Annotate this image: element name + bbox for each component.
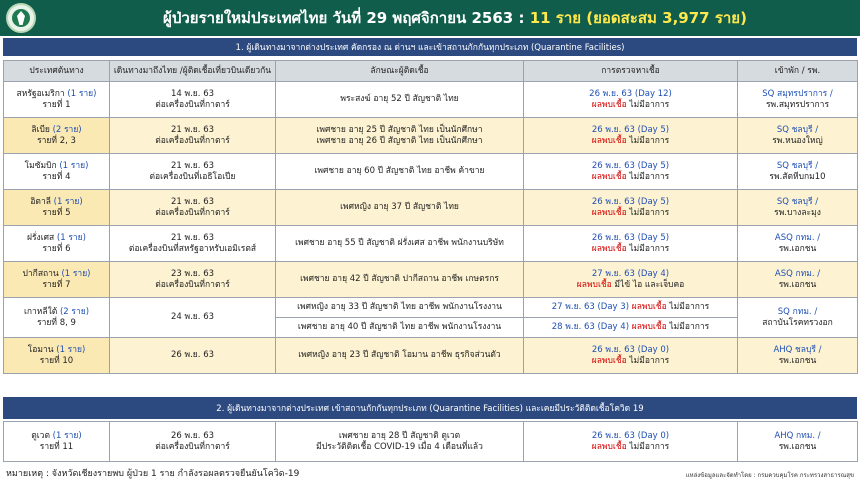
flight-route: ต่อเครื่องบินที่สหรัฐอาหรับเอมิเรตส์ — [128, 243, 257, 254]
test-cell — [524, 298, 738, 318]
case-ids: รายที่ 8, 9 — [37, 317, 76, 328]
case-ids: รายที่ 1 — [42, 99, 71, 110]
origin-cell — [4, 82, 110, 118]
test-cell — [524, 154, 738, 190]
symptom: ไม่มีอาการ — [626, 243, 670, 254]
section-1-title: 1. ผู้เดินทางมาจากต่างประเทศ คัดกรอง ณ ด่านฯ และเข้าสถานกักกันทุกประเภท (Quarantine Facilities) — [3, 38, 857, 56]
facility-cell — [738, 338, 858, 374]
origin-country: โอมาน — [27, 344, 57, 355]
case-count: (1 ราย) — [59, 160, 89, 171]
origin-country: สหรัฐอเมริกา — [16, 88, 68, 99]
patient-description: เพศชาย อายุ 40 ปี สัญชาติ ไทย อาชีพ พนักงานโรงงาน — [297, 322, 502, 332]
arrival-cell — [110, 262, 276, 298]
origin-cell — [4, 154, 110, 190]
origin-cell — [4, 338, 110, 374]
arrival-date: 21 พ.ย. 63 — [170, 196, 215, 207]
quarantine-facility: SQ ชลบุรี / — [776, 124, 819, 135]
patient-cell — [276, 262, 524, 298]
quarantine-facility: SQ กทม. / — [777, 306, 818, 317]
test-date: 26 พ.ย. 63 (Day 5) — [591, 196, 670, 207]
cases-table — [3, 60, 858, 374]
table-row — [4, 298, 858, 318]
test-cell — [524, 82, 738, 118]
patient-description: เพศหญิง อายุ 37 ปี สัญชาติ ไทย — [340, 202, 459, 212]
test-date: 26 พ.ย. 63 (Day 5) — [591, 124, 670, 135]
facility-cell — [738, 190, 858, 226]
patient-cell — [276, 82, 524, 118]
symptom: ไม่มีอาการ — [626, 207, 670, 218]
table-row — [4, 154, 858, 190]
patient-description: เพศชาย อายุ 28 ปี สัญชาติ ตูเวต — [338, 430, 461, 441]
quarantine-facility: SQ ชลบุรี / — [776, 160, 819, 171]
table-row — [4, 422, 858, 462]
flight-route: ต่อเครื่องบินที่กาตาร์ — [155, 279, 230, 290]
origin-cell — [4, 298, 110, 338]
case-count: (1 ราย) — [56, 232, 86, 243]
facility-cell — [738, 422, 858, 462]
patient-cell — [276, 154, 524, 190]
column-header-facility: เข้าพัก / รพ. — [738, 61, 858, 82]
ministry-logo-icon — [6, 3, 36, 33]
origin-country: ลิเบีย — [31, 124, 53, 135]
column-header-arrival: เดินทางมาถึงไทย /ผู้ติดเชื้อเที่ยวบินเดียวกัน — [110, 61, 276, 82]
symptom: ไม่มีอาการ — [626, 355, 670, 366]
case-count: (1 ราย) — [53, 196, 83, 207]
test-date: 26 พ.ย. 63 (Day 5) — [591, 160, 670, 171]
test-result: ผลพบเชื้อ — [591, 207, 627, 218]
arrival-date: 21 พ.ย. 63 — [170, 232, 215, 243]
arrival-cell — [110, 338, 276, 374]
patient-cell — [276, 226, 524, 262]
symptom: ไม่มีอาการ — [626, 135, 670, 146]
case-ids: รายที่ 7 — [42, 279, 71, 290]
case-ids: รายที่ 4 — [42, 171, 71, 182]
symptom: ไม่มีอาการ — [666, 322, 710, 332]
table-row — [4, 190, 858, 226]
test-date: 27 พ.ย. 63 (Day 4) — [591, 268, 670, 279]
case-count: (2 ราย) — [59, 306, 90, 317]
hospital: รพ.เอกชน — [778, 355, 817, 366]
facility-cell — [738, 82, 858, 118]
test-date: 26 พ.ย. 63 (Day 0) — [591, 430, 670, 441]
test-date: 26 พ.ย. 63 (Day 5) — [591, 232, 670, 243]
case-count: (1 ราย) — [52, 430, 82, 441]
origin-cell — [4, 226, 110, 262]
test-cell — [524, 226, 738, 262]
hospital: รพ.สัตหีบกม10 — [769, 171, 826, 182]
case-ids: รายที่ 10 — [39, 355, 74, 366]
patient-cell — [276, 422, 524, 462]
patient-cell — [276, 338, 524, 374]
origin-cell — [4, 422, 110, 462]
origin-cell — [4, 118, 110, 154]
hospital: รพ.เอกชน — [778, 279, 817, 290]
case-count: (1 ราย) — [61, 268, 91, 279]
quarantine-facility: ASQ กทม. / — [774, 232, 821, 243]
flight-route: ต่อเครื่องบินที่กาตาร์ — [155, 99, 230, 110]
symptom: ไม่มีอาการ — [626, 441, 670, 452]
test-result: ผลพบเชื้อ — [631, 322, 667, 332]
symptom: ไม่มีอาการ — [666, 302, 710, 312]
arrival-cell — [110, 422, 276, 462]
test-result: ผลพบเชื้อ — [591, 135, 627, 146]
case-count: (1 ราย) — [67, 88, 97, 99]
table-row — [4, 338, 858, 374]
patient-description: เพศชาย อายุ 55 ปี สัญชาติ ฝรั่งเศส อาชีพ พนักงานบริษัท — [295, 238, 504, 248]
test-date: 28 พ.ย. 63 (Day 4) — [551, 322, 632, 332]
test-cell — [524, 318, 738, 338]
table-header-row — [4, 61, 858, 82]
flight-route: ต่อเครื่องบินที่เอธิโอเปีย — [149, 171, 236, 182]
arrival-date: 26 พ.ย. 63 — [170, 430, 215, 441]
table-row — [4, 118, 858, 154]
test-date: 27 พ.ย. 63 (Day 3) — [551, 302, 632, 312]
quarantine-facility: ASQ กทม. / — [774, 268, 821, 279]
patient-cell — [276, 298, 524, 318]
section-2-title: 2. ผู้เดินทางมาจากต่างประเทศ เข้าสถานกักกันทุกประเภท (Quarantine Facilities) และเคยมีประวัติติดเชื้อโควิด 19 — [3, 397, 857, 419]
patient-description: พระสงฆ์ อายุ 52 ปี สัญชาติ ไทย — [340, 94, 459, 104]
origin-country: เกาหลีใต้ — [23, 306, 60, 317]
patient-description: เพศหญิง อายุ 23 ปี สัญชาติ โอมาน อาชีพ ธุรกิจส่วนตัว — [298, 350, 501, 360]
quarantine-facility: SQ สมุทรปราการ / — [762, 88, 833, 99]
test-result: ผลพบเชื้อ — [591, 99, 627, 110]
patient-description: เพศชาย อายุ 42 ปี สัญชาติ ปากีสถาน อาชีพ เกษตรกร — [300, 274, 499, 284]
origin-country: ตูเวต — [31, 430, 53, 441]
case-count: (2 ราย) — [52, 124, 82, 135]
arrival-date: 14 พ.ย. 63 — [170, 88, 215, 99]
arrival-cell — [110, 82, 276, 118]
quarantine-facility: SQ ชลบุรี / — [776, 196, 819, 207]
patient-cell — [276, 118, 524, 154]
table-row — [4, 262, 858, 298]
arrival-cell — [110, 118, 276, 154]
column-header-origin: ประเทศต้นทาง — [4, 61, 110, 82]
symptom: ไม่มีอาการ — [626, 171, 670, 182]
column-header-patient: ลักษณะผู้ติดเชื้อ — [276, 61, 524, 82]
facility-cell — [738, 154, 858, 190]
test-date: 26 พ.ย. 63 (Day 0) — [591, 344, 670, 355]
arrival-cell — [110, 226, 276, 262]
symptom: ไม่มีอาการ — [626, 99, 670, 110]
symptom: มีไข้ ไอ และเจ็บคอ — [611, 279, 685, 290]
arrival-date: 24 พ.ย. 63 — [170, 312, 215, 322]
hospital: รพ.เอกชน — [778, 243, 817, 254]
case-ids: รายที่ 11 — [39, 441, 74, 452]
test-cell — [524, 422, 738, 462]
test-result: ผลพบเชื้อ — [591, 355, 627, 366]
quarantine-facility: AHQ ชลบุรี / — [773, 344, 822, 355]
test-cell — [524, 262, 738, 298]
test-cell — [524, 338, 738, 374]
flight-route: ต่อเครื่องบินที่กาตาร์ — [155, 135, 230, 146]
patient-description: เพศชาย อายุ 60 ปี สัญชาติ ไทย อาชีพ ค้าขาย — [314, 166, 485, 176]
arrival-cell — [110, 298, 276, 338]
table-row — [4, 82, 858, 118]
patient-description: เพศหญิง อายุ 33 ปี สัญชาติ ไทย อาชีพ พนักงานโรงงาน — [297, 302, 502, 312]
arrival-date: 21 พ.ย. 63 — [170, 124, 215, 135]
patient-description: เพศชาย อายุ 26 ปี สัญชาติ ไทย เป็นนักศึกษา — [316, 135, 483, 146]
test-result: ผลพบเชื้อ — [591, 243, 627, 254]
hospital: รพ.สมุทรปราการ — [765, 99, 830, 110]
case-ids: รายที่ 6 — [42, 243, 71, 254]
origin-cell — [4, 190, 110, 226]
arrival-date: 26 พ.ย. 63 — [170, 350, 215, 360]
arrival-cell — [110, 190, 276, 226]
quarantine-facility: AHQ กทม. / — [774, 430, 821, 441]
test-cell — [524, 118, 738, 154]
patient-cell — [276, 318, 524, 338]
origin-cell — [4, 262, 110, 298]
facility-cell — [738, 226, 858, 262]
test-result: ผลพบเชื้อ — [591, 441, 627, 452]
origin-country: โมซัมบิก — [24, 160, 60, 171]
cases-table-2 — [3, 421, 858, 462]
patient-cell — [276, 190, 524, 226]
test-result: ผลพบเชื้อ — [631, 302, 667, 312]
case-count: (1 ราย) — [56, 344, 86, 355]
flight-route: ต่อเครื่องบินที่กาตาร์ — [155, 207, 230, 218]
case-ids: รายที่ 2, 3 — [37, 135, 76, 146]
hospital: รพ.เอกชน — [778, 441, 817, 452]
facility-cell — [738, 298, 858, 338]
header-banner — [0, 0, 860, 36]
test-date: 26 พ.ย. 63 (Day 12) — [589, 88, 672, 99]
arrival-date: 21 พ.ย. 63 — [170, 160, 215, 171]
case-ids: รายที่ 5 — [42, 207, 71, 218]
facility-cell — [738, 118, 858, 154]
hospital: รพ.หนองใหญ่ — [772, 135, 823, 146]
origin-country: ปากีสถาน — [22, 268, 62, 279]
facility-cell — [738, 262, 858, 298]
page-title: ผู้ป่วยรายใหม่ประเทศไทย วันที่ 29 พฤศจิกายน 2563 : 11 ราย (ยอดสะสม 3,977 ราย) — [163, 9, 747, 27]
arrival-date: 23 พ.ย. 63 — [170, 268, 215, 279]
column-header-test: การตรวจหาเชื้อ — [524, 61, 738, 82]
test-cell — [524, 190, 738, 226]
patient-description: มีประวัติติดเชื้อ COVID-19 เมื่อ 4 เดือนที่แล้ว — [316, 441, 483, 452]
flight-route: ต่อเครื่องบินที่กาตาร์ — [155, 441, 230, 452]
test-result: ผลพบเชื้อ — [591, 171, 627, 182]
hospital: สถาบันโรคทรวงอก — [762, 317, 833, 328]
source-credit: แหล่งข้อมูลและจัดทำโดย : กรมควบคุมโรค กระทรวงสาธารณสุข — [685, 472, 854, 479]
footnote: หมายเหตุ : จังหวัดเชียงรายพบ ผู้ป่วย 1 ราย กำลังรอผลตรวจยืนยันโควิด-19 — [6, 469, 300, 479]
origin-country: ฝรั่งเศส — [27, 232, 57, 243]
table-row — [4, 226, 858, 262]
origin-country: อิตาลี — [30, 196, 54, 207]
patient-description: เพศชาย อายุ 25 ปี สัญชาติ ไทย เป็นนักศึกษา — [316, 124, 483, 135]
hospital: รพ.บางละมุง — [774, 207, 821, 218]
test-result: ผลพบเชื้อ — [576, 279, 612, 290]
arrival-cell — [110, 154, 276, 190]
